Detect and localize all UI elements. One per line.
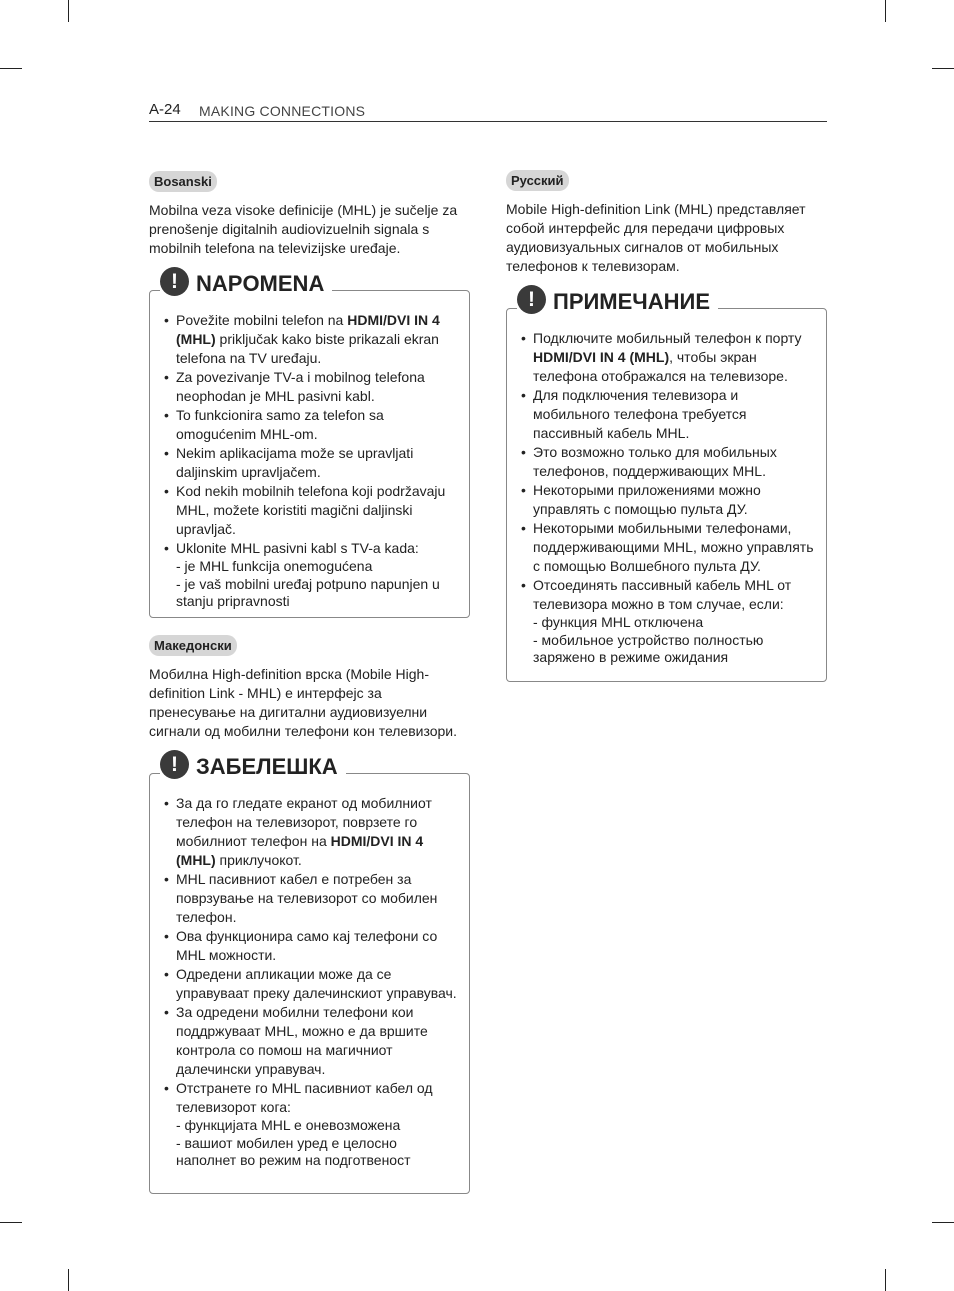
exclamation-icon: ! [160,267,189,296]
note-item [164,1079,461,1170]
intro-paragraph-makedonski: Мобилна High-definition врска (Mobile High-definition Link - MHL) е интерфејс за пренесување на дигитални аудиовизуелни сигнали од мобилни телефони кон телевизори. [149,666,458,739]
note-sub-item: - функцијата MHL е оневозможена [176,1117,401,1133]
note-item-text: Povežite mobilni telefon na [176,312,348,328]
note-item [521,443,818,481]
note-list [164,311,461,611]
note-box-makedonski [149,753,470,1194]
note-item [164,1003,461,1079]
note-box-bosanski [149,270,470,618]
note-item-text: Ова функционира само кај телефони со MHL можности. [176,928,438,963]
note-item-text: Некоторыми мобильными телефонами, поддерживающими MHL, можно управлять с помощью Волшебного пульта ДУ. [533,520,814,574]
note-item-text: , чтобы экран телефона отображался на телевизоре. [533,349,788,384]
crop-mark [0,1222,22,1223]
note-item [164,965,461,1003]
note-item-text: Nekim aplikacijama može se upravljati daljinskim upravljačem. [176,445,414,480]
note-item-text: Это возможно только для мобильных телефонов, поддерживающих MHL. [533,444,777,479]
note-sub-item: - функция MHL отключена [533,614,704,630]
note-item-text: Za povezivanje TV-a i mobilnog telefona neophodan je MHL pasivni kabl. [176,369,425,404]
language-badge-bosanski: Bosanski [149,171,217,192]
note-item [521,386,818,443]
exclamation-icon: ! [160,750,189,779]
note-sub-item: - je MHL funkcija onemogućena [176,558,373,574]
crop-mark [885,1269,886,1291]
note-item-text: Kod nekih mobilnih telefona koji podržavaju MHL, možete koristiti magični daljinski upravljač. [176,483,446,537]
note-item-text: Для подключения телевизора и мобильного телефона требуется пассивный кабель MHL. [533,387,747,441]
crop-mark [68,1269,69,1291]
language-badge-makedonski: Македонски [149,635,237,656]
note-item-text: Отстранете го MHL пасивниот кабел од телевизорот кога: [176,1080,433,1115]
note-title: NAPOMENA [196,271,325,296]
note-item [521,519,818,576]
note-item [164,482,461,539]
note-item [164,870,461,927]
note-header [160,750,346,779]
note-sub-item: - je vaš mobilni uređaj potpuno napunjen u stanju pripravnosti [176,575,440,609]
exclamation-icon: ! [517,285,546,314]
note-item [164,311,461,368]
note-item-text: MHL пасивниот кабел е потребен за поврзување на телевизорот со мобилен телефон. [176,871,438,925]
note-sub-item: - мобильное устройство полностью заряжено в режиме ожидания [533,631,764,665]
note-item [164,539,461,611]
note-item-text: Подключите мобильный телефон к порту [533,330,802,346]
crop-mark [932,68,954,69]
note-item-text: Отсоединять пассивный кабель MHL от телевизора можно в том случае, если: [533,577,792,612]
note-sub-item: - вашиот мобилен уред е целосно наполнет во режим на подготвеност [176,1134,411,1168]
note-item [164,927,461,965]
note-header [517,285,718,314]
note-item [164,368,461,406]
note-item [164,794,461,870]
note-item [164,444,461,482]
section-title: MAKING CONNECTIONS [199,103,366,119]
crop-mark [68,0,69,22]
language-badge-russkiy: Русский [506,170,569,191]
note-item [521,329,818,386]
note-item [521,576,818,667]
note-list [164,794,461,1170]
crop-mark [0,68,22,69]
note-item-text: priključak kako biste prikazali ekran telefona na TV uređaju. [176,331,439,366]
note-item-text: За да го гледате екранот од мобилниот телефон на телевизорот, поврзете го мобилниот телефон на [176,795,432,849]
note-box-russkiy [506,288,827,682]
note-item-text: Uklonite MHL pasivni kabl s TV-a kada: [176,540,419,556]
note-item-text: Одредени апликации може да се управуваат преку далечинскиот управувач. [176,966,457,1001]
page-number: A-24 [149,101,181,118]
note-item [164,406,461,444]
note-list [521,329,818,667]
intro-paragraph-bosanski: Mobilna veza visoke definicije (MHL) je sučelje za prenošenje digitalnih audiovizuelnih signala s mobilnih telefona na televizijske uređaje. [149,202,458,256]
note-item [521,481,818,519]
note-title: ЗАБЕЛЕШКА [196,754,338,779]
crop-mark [885,0,886,22]
port-name: HDMI/DVI IN 4 (MHL) [176,833,424,868]
port-name: HDMI/DVI IN 4 (MHL) [176,312,440,347]
intro-paragraph-russkiy: Mobile High-definition Link (MHL) представляет собой интерфейс для передачи цифровых аудиовизуальных сигналов от мобильных телефонов к телевизорам. [506,201,806,274]
note-item-text: приклучокот. [215,852,302,868]
crop-mark [932,1222,954,1223]
page-header [149,98,827,122]
note-title: ПРИМЕЧАНИЕ [553,289,711,314]
note-item-text: Некоторыми приложениями можно управлять с помощью пульта ДУ. [533,482,761,517]
note-item-text: To funkcionira samo za telefon sa omogućenim MHL-om. [176,407,384,442]
port-name: HDMI/DVI IN 4 (MHL) [533,349,670,365]
note-header [160,267,332,296]
note-item-text: За одредени мобилни телефони кои поддржуваат MHL, можно е да вршите контрола со помош на магичниот далечински управувач. [176,1004,428,1077]
